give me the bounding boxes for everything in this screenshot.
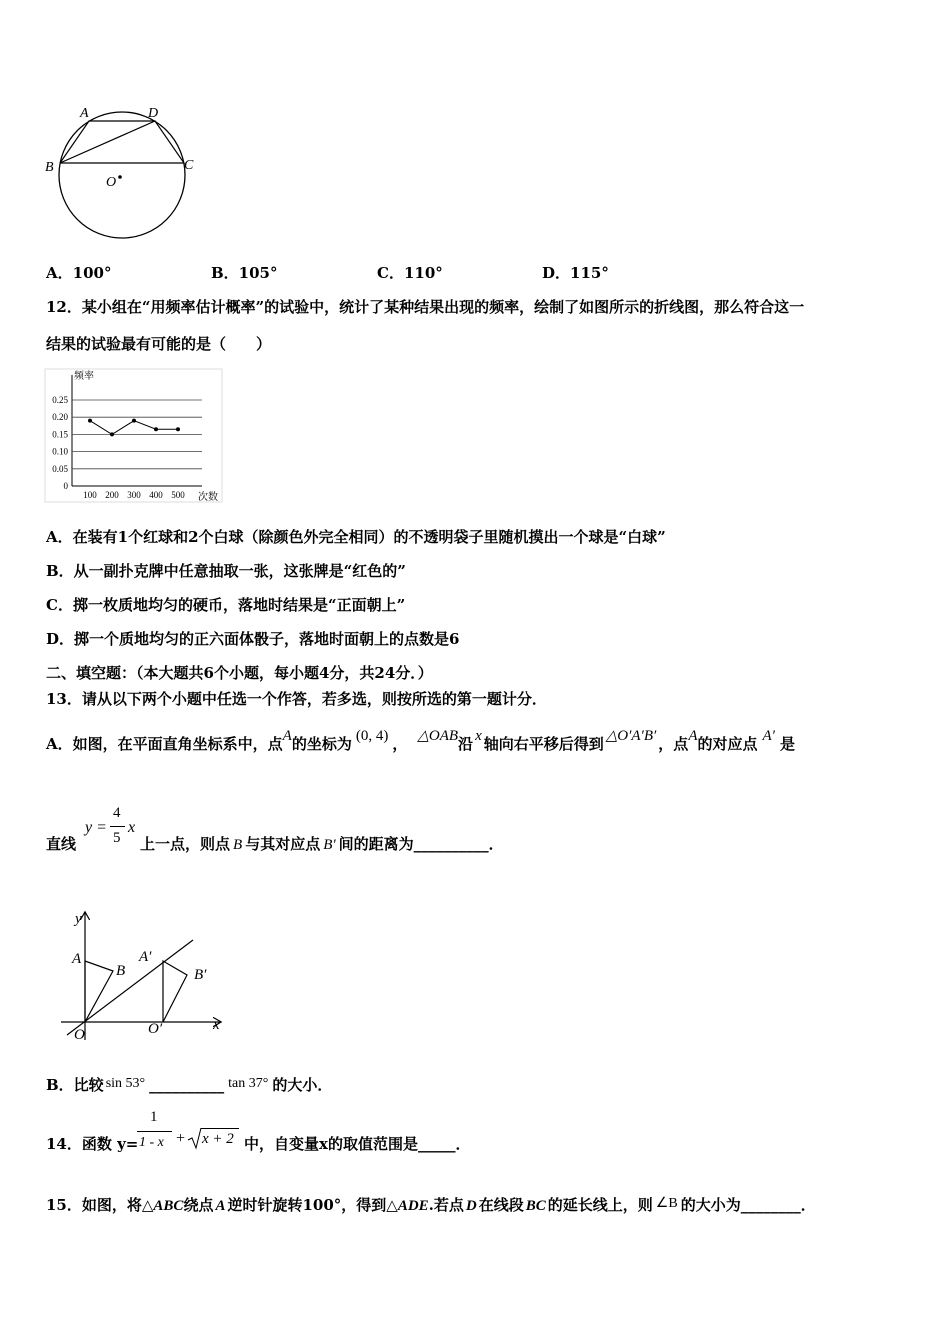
q15-answer-blank[interactable]: ________ — [740, 1196, 801, 1214]
chart-y-tick-label: 0.15 — [52, 429, 68, 440]
line-equation-y: y = — [85, 819, 107, 836]
quadrilateral — [60, 121, 184, 163]
label-d: D — [148, 106, 159, 121]
chart-y-tick-label: 0.10 — [52, 446, 68, 457]
chart-xlabel: 次数 — [198, 492, 218, 503]
sqrt-bar — [201, 1128, 239, 1129]
q13a-line1: A．如图，在平面直角坐标系中，点A的坐标为 (0, 4) ， △OAB沿 x 轴向右平移后得到 △O′A′B′ ，点A的对应点 A′ 是 — [46, 728, 795, 753]
q14-numerator: 1 — [150, 1109, 158, 1125]
q14-prefix: 14．函数 y= — [46, 1135, 139, 1153]
chart-data-point — [110, 432, 114, 436]
q14-answer-blank[interactable]: _____ — [417, 1135, 456, 1153]
q11-option-b: B．105° — [211, 264, 278, 282]
frequency-chart — [40, 367, 225, 505]
chart-y-tick-label: 0.05 — [52, 463, 68, 474]
q12-option-a: A．在装有1个红球和2个白球（除颜色外完全相同）的不透明袋子里随机摸出一个球是“白球” — [46, 528, 666, 546]
label-a-prime: A′ — [139, 949, 152, 965]
q12-stem-line2: 结果的试验最有可能的是（ ） — [46, 335, 272, 353]
chart-y-tick-label: 0 — [63, 481, 68, 491]
fraction-bar — [110, 826, 125, 827]
triangle-oab — [85, 961, 113, 1022]
sqrt-icon — [187, 1126, 203, 1150]
q12-stem-line1: 12．某小组在“用频率估计概率”的试验中，统计了某种结果出现的频率，绘制了如图所示的折线图，那么符合这一 — [46, 298, 805, 316]
line-equation-x: x — [128, 819, 136, 836]
compare-blank[interactable]: __________ — [149, 1076, 225, 1094]
q12-option-d: D．掷一个质地均匀的正六面体骰子，落地时面朝上的点数是6 — [46, 630, 460, 648]
label-a: A — [72, 951, 82, 967]
chart-x-tick-label: 100 — [83, 490, 97, 500]
q11-option-d: D．115° — [542, 264, 609, 282]
chart-data-point — [88, 419, 92, 423]
section-heading: 二、填空题：（本大题共6个小题，每小题4分，共24分．） — [46, 664, 433, 682]
q14-rest: 中，自变量x的取值范围是_____． — [244, 1135, 471, 1153]
label-a: A — [80, 106, 89, 121]
fraction-denominator: 5 — [113, 830, 121, 846]
chart-y-tick-label: 0.25 — [52, 395, 68, 405]
triangle-oab-prime — [163, 961, 187, 1022]
q14-denominator: 1 - x — [139, 1135, 164, 1150]
chart-ylabel: 频率 — [74, 371, 94, 382]
chart-series-line — [90, 421, 178, 435]
q14-fraction-bar — [137, 1131, 172, 1132]
translation-figure — [55, 905, 235, 1045]
chart-x-tick-label: 400 — [149, 490, 163, 500]
label-b-prime: B′ — [194, 967, 207, 983]
q11-option-a: A．100° — [46, 264, 112, 282]
label-c: C — [184, 158, 194, 173]
q14-radicand: x + 2 — [202, 1131, 234, 1147]
center-dot — [118, 175, 122, 179]
chart-data-point — [132, 419, 136, 423]
chart-x-tick-label: 300 — [127, 490, 141, 500]
label-b: B — [116, 963, 126, 979]
circle-figure — [40, 100, 210, 245]
chart-y-tick-label: 0.20 — [52, 412, 68, 423]
q13a-line2-rest: 上一点，则点 B 与其对应点 B′ 间的距离为__________． — [140, 835, 504, 853]
label-o: O — [74, 1027, 85, 1043]
fraction-numerator: 4 — [113, 805, 121, 821]
q11-option-c: C．110° — [377, 264, 443, 282]
axis-label-y: y — [75, 911, 82, 927]
circle — [59, 112, 185, 238]
chart-data-point — [154, 427, 158, 431]
chart-x-tick-label: 200 — [105, 490, 119, 500]
q13-stem: 13．请从以下两个小题中任选一个作答，若多选，则按所选的第一题计分． — [46, 690, 547, 708]
label-o: O — [106, 175, 117, 190]
chart-data-point — [176, 427, 180, 431]
label-o-prime: O′ — [148, 1021, 163, 1037]
answer-blank[interactable]: __________ — [413, 835, 489, 853]
q12-option-b: B．从一副扑克牌中任意抽取一张，这张牌是“红色的” — [46, 562, 406, 580]
label-b: B — [45, 160, 54, 175]
chart-x-tick-label: 500 — [171, 490, 185, 500]
q13a-line2-prefix: 直线 — [46, 835, 77, 853]
q12-option-c: C．掷一枚质地均匀的硬币，落地时结果是“正面朝上” — [46, 596, 406, 614]
q15-line: 15．如图，将△ABC绕点 A 逆时针旋转100°，得到△ADE.若点 D 在线段 BC 的延长线上，则 ∠B 的大小为________． — [46, 1196, 816, 1214]
q14-plus: + — [176, 1130, 186, 1147]
q13b-line: B．比较 sin 53° __________ tan 37° 的大小． — [46, 1076, 333, 1094]
axis-label-x: x — [213, 1017, 220, 1033]
